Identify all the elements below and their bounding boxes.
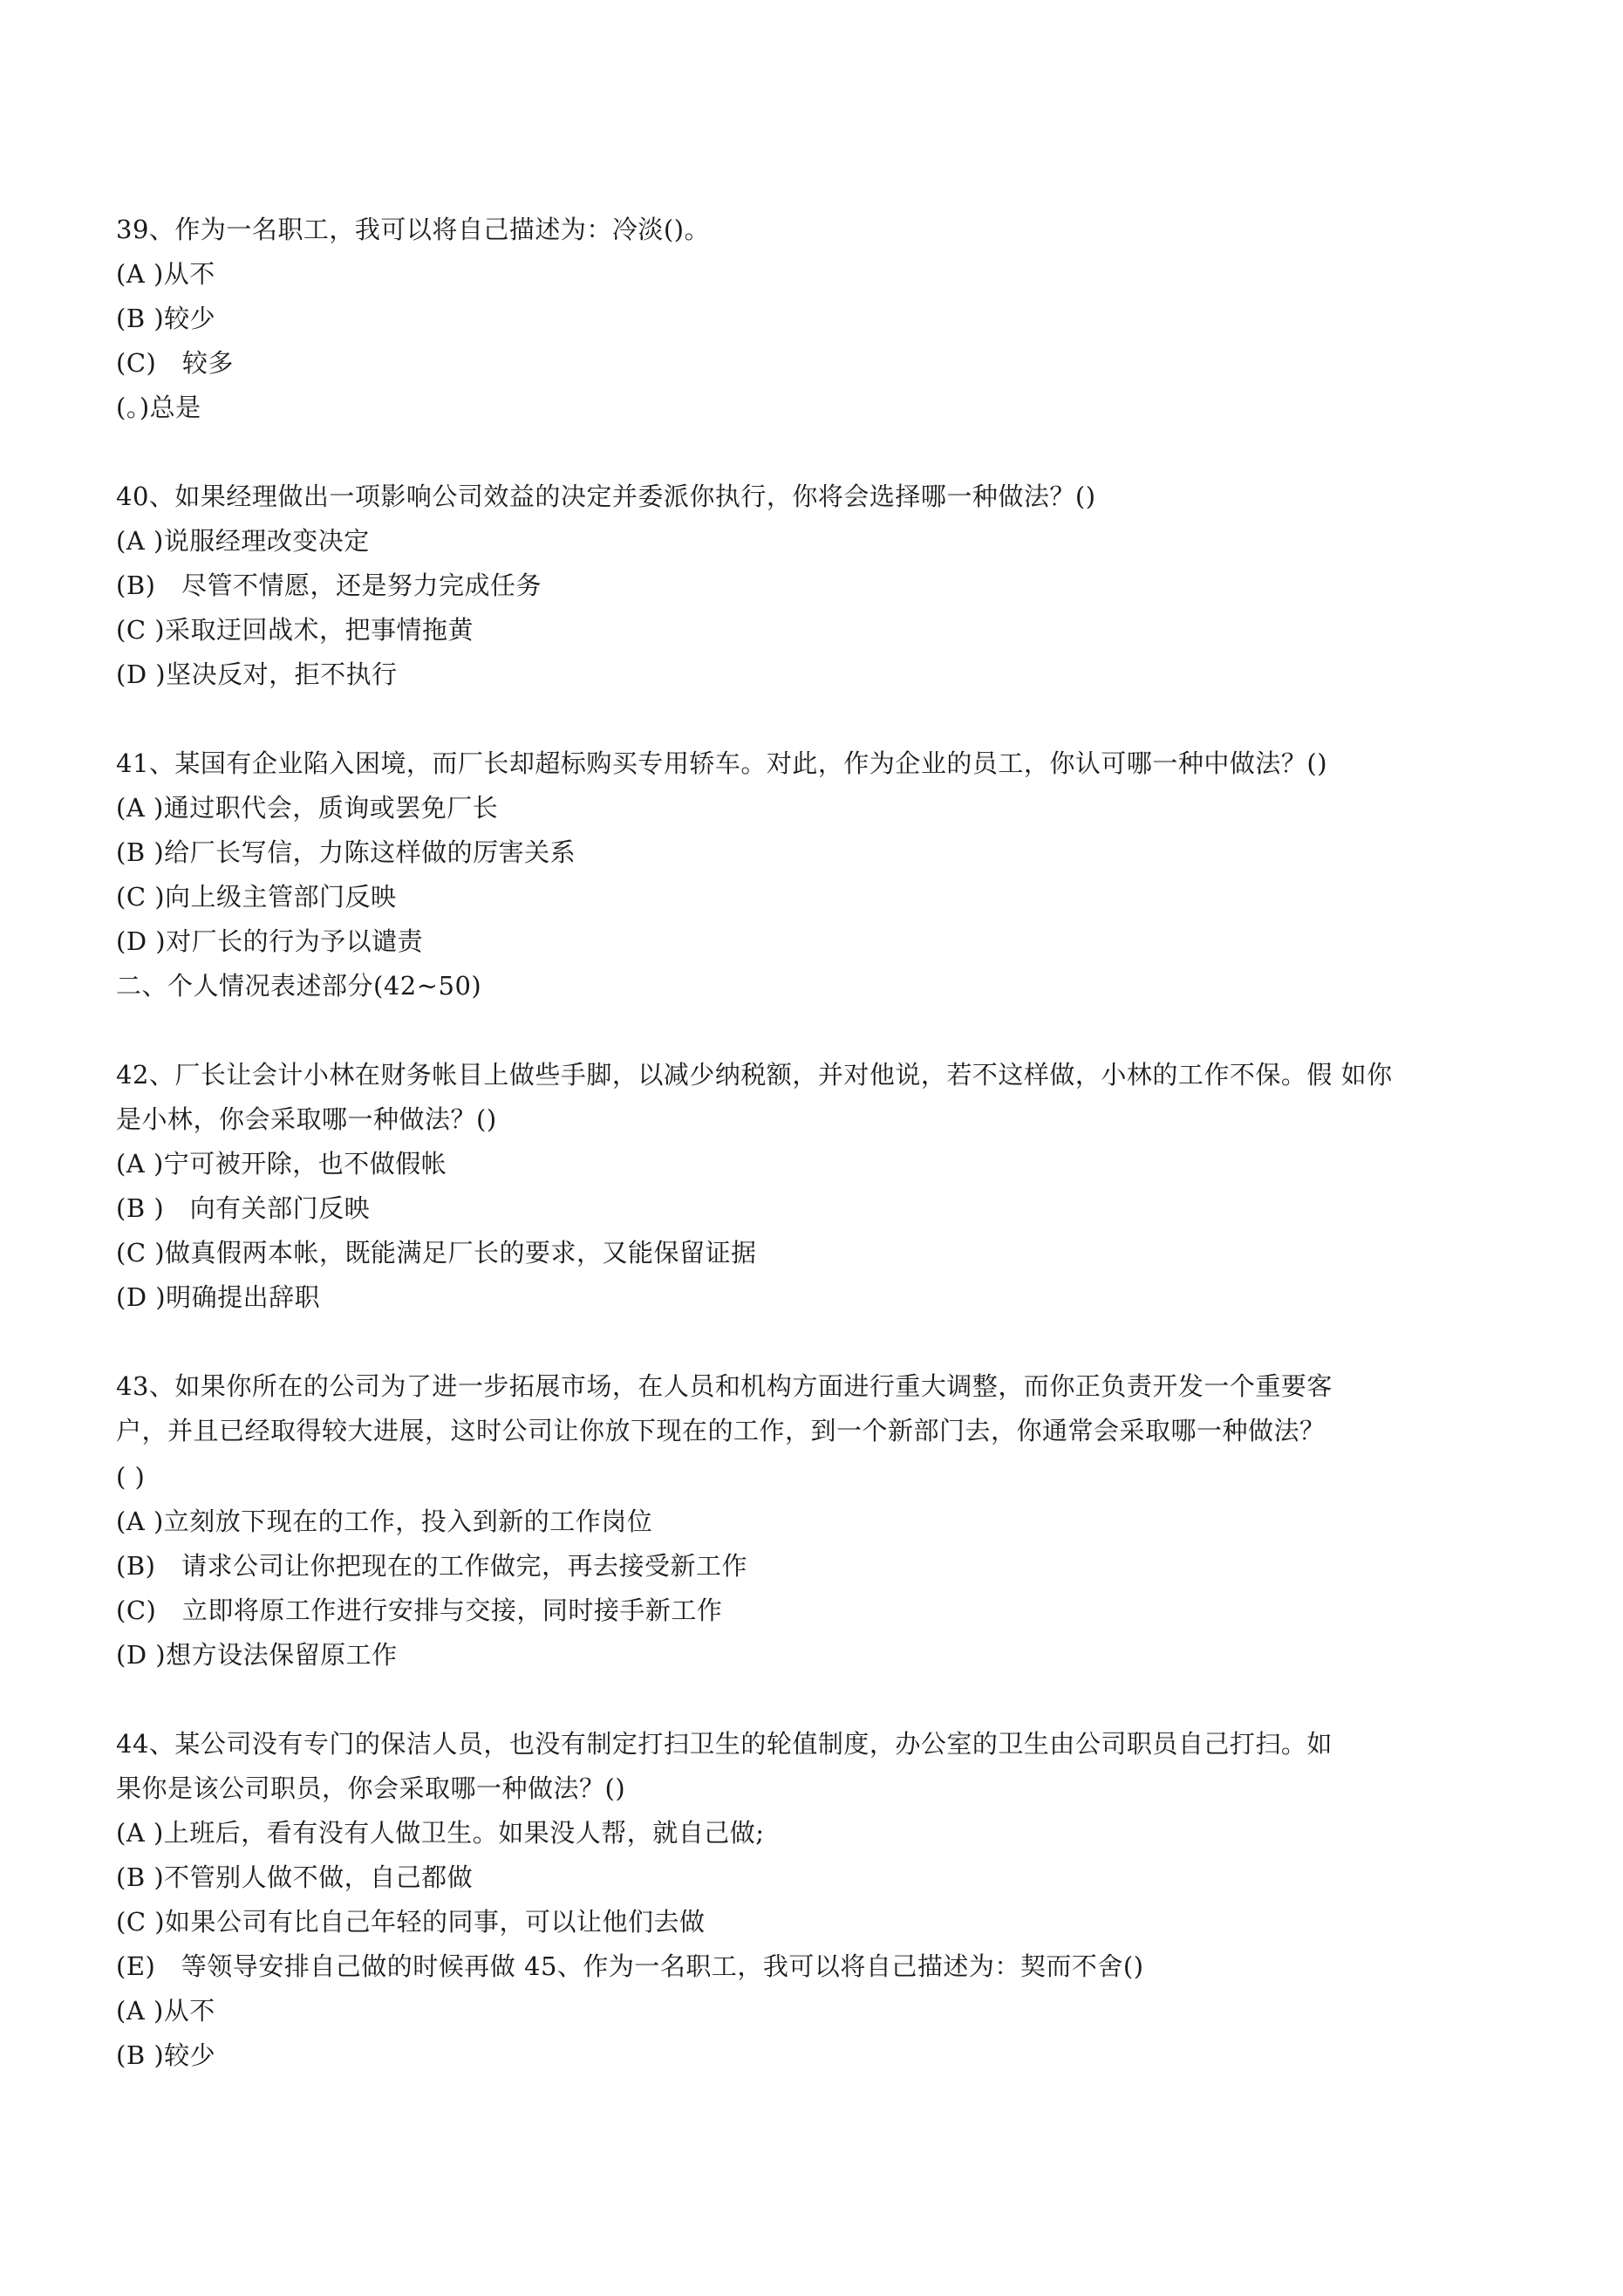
option-b: (B) 请求公司让你把现在的工作做完，再去接受新工作 xyxy=(116,1551,747,1581)
option-d: (D )想方设法保留原工作 xyxy=(116,1640,398,1670)
question-39 xyxy=(116,208,1476,430)
option-a: (A )上班后，看有没有人做卫生。如果没人帮，就自己做; xyxy=(116,1818,765,1848)
spacer xyxy=(116,1320,1476,1364)
option-b: (B )较少 xyxy=(116,304,216,333)
question-40 xyxy=(116,475,1476,697)
option-a: (A )说服经理改变决定 xyxy=(116,526,370,556)
option-c: (C )向上级主管部门反映 xyxy=(116,882,397,912)
option-d: (D )坚决反对，拒不执行 xyxy=(116,659,398,689)
option-c: (C )做真假两本帐，既能满足厂长的要求，又能保留证据 xyxy=(116,1238,757,1268)
answer-blank: ( ) xyxy=(116,1462,146,1492)
option-c: (C) 立即将原工作进行安排与交接，同时接手新工作 xyxy=(116,1596,723,1625)
option-d: (D )明确提出辞职 xyxy=(116,1282,321,1312)
question-text: 42、厂长让会计小林在财务帐目上做些手脚，以减少纳税额，并对他说，若不这样做，小林的工作不保。假 如你 xyxy=(116,1060,1393,1090)
question-text: 40、如果经理做出一项影响公司效益的决定并委派你执行，你将会选择哪一种做法？() xyxy=(116,482,1096,511)
option-c: (C) 较多 xyxy=(116,348,234,378)
section-title: 二、个人情况表述部分(42~50) xyxy=(116,971,482,1001)
spacer xyxy=(116,430,1476,475)
option-b: (B )给厂长写信，力陈这样做的厉害关系 xyxy=(116,837,576,867)
option-b: (B )较少 xyxy=(116,2040,216,2070)
option-b: (B) 尽管不情愿，还是努力完成任务 xyxy=(116,571,542,600)
question-41 xyxy=(116,741,1476,964)
question-text: 43、如果你所在的公司为了进一步拓展市场，在人员和机构方面进行重大调整，而你正负责开发一个重要客 xyxy=(116,1371,1333,1401)
spacer xyxy=(116,1678,1476,1722)
spacer xyxy=(116,1008,1476,1053)
question-42 xyxy=(116,1053,1476,1320)
option-e-and-question-45: (E) 等领导安排自己做的时候再做 45、作为一名职工，我可以将自己描述为：契而不舍() xyxy=(116,1951,1144,1981)
question-text-continued: 果你是该公司职员，你会采取哪一种做法？() xyxy=(116,1773,626,1803)
option-c: (C )采取迂回战术，把事情拖黄 xyxy=(116,615,474,645)
question-text-continued: 是小林，你会采取哪一种做法？() xyxy=(116,1104,497,1134)
option-a: (A )从不 xyxy=(116,259,215,289)
option-d: (。)总是 xyxy=(116,393,201,422)
spacer xyxy=(116,697,1476,741)
option-a: (A )宁可被开除，也不做假帐 xyxy=(116,1149,447,1179)
question-text: 41、某国有企业陷入困境，而厂长却超标购买专用轿车。对此，作为企业的员工，你认可哪一种中做法？() xyxy=(116,748,1328,778)
document-content xyxy=(116,208,1476,2078)
option-a: (A )通过职代会，质询或罢免厂长 xyxy=(116,793,499,823)
question-text: 44、某公司没有专门的保洁人员，也没有制定打扫卫生的轮值制度，办公室的卫生由公司职员自己打扫。如 xyxy=(116,1729,1333,1759)
question-text: 39、作为一名职工，我可以将自己描述为：冷淡()。 xyxy=(116,215,711,244)
question-text-continued: 户，并且已经取得较大进展，这时公司让你放下现在的工作，到一个新部门去，你通常会采取哪一种做法？ xyxy=(116,1416,1326,1445)
option-a: (A )立刻放下现在的工作，投入到新的工作岗位 xyxy=(116,1507,653,1536)
question-44 xyxy=(116,1722,1476,2078)
option-d: (D )对厂长的行为予以谴责 xyxy=(116,926,424,956)
option-b: (B )不管别人做不做，自己都做 xyxy=(116,1862,474,1892)
question-43 xyxy=(116,1364,1476,1678)
option-b: (B ) 向有关部门反映 xyxy=(116,1193,371,1223)
option-c: (C )如果公司有比自己年轻的同事，可以让他们去做 xyxy=(116,1907,706,1937)
option-a: (A )从不 xyxy=(116,1996,215,2026)
